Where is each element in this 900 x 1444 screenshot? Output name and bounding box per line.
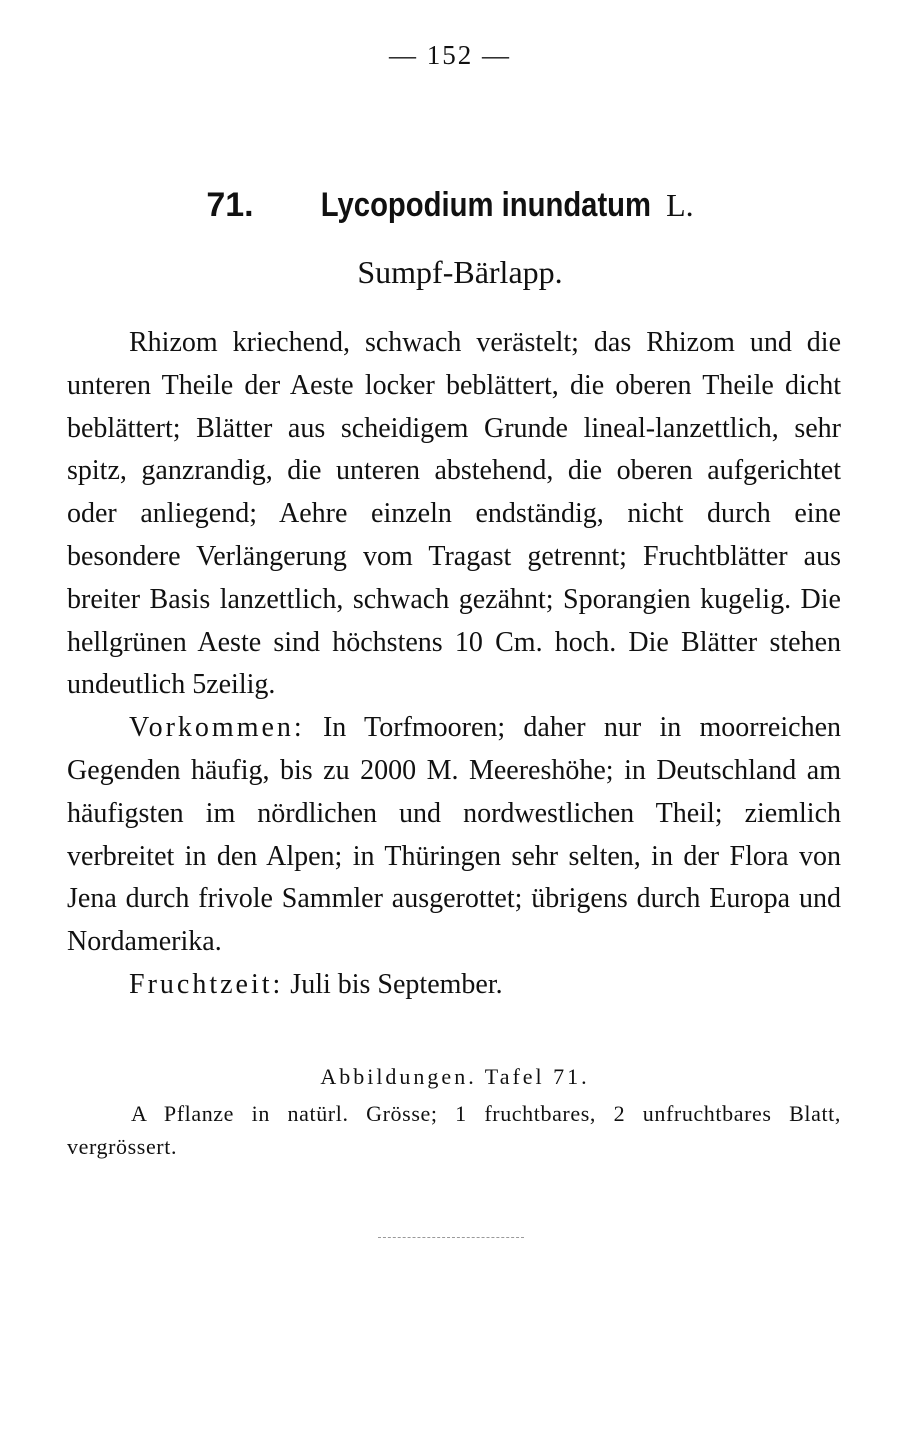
- fruiting-text: Juli bis September.: [283, 968, 503, 1000]
- end-rule: [378, 1237, 524, 1238]
- body-text: [67, 322, 841, 1007]
- fruiting-label: Fruchtzeit:: [129, 968, 284, 1000]
- occurrence-paragraph: [67, 707, 841, 964]
- common-name: Sumpf-Bärlapp.: [357, 254, 563, 290]
- species-heading: [0, 180, 900, 230]
- occurrence-label: Vorkommen:: [129, 712, 305, 744]
- illustrations-title: Abbildungen. Tafel 71.: [320, 1064, 590, 1089]
- illustrations-text: A Pflanze in natürl. Grösse; 1 fruchtbares, 2 unfruchtbares Blatt, vergrössert.: [67, 1101, 841, 1159]
- page-number: — 152 —: [389, 40, 511, 70]
- species-author: L.: [666, 187, 694, 223]
- fruiting-paragraph: [67, 964, 841, 1007]
- species-number: 71.: [206, 186, 254, 224]
- occurrence-text: In Torfmooren; daher nur in moorreichen Gegenden häufig, bis zu 2000 M. Meereshöhe; in Deutschland am häufigsten im nördlichen und nordwestlichen Theil; ziemlich verbreitet in den Alpen; in Thüringen sehr selten, in der Flora von Jena durch frivole Sammler ausgerottet; übrigens durch Europa und Nordamerika.: [67, 712, 841, 958]
- description-paragraph: Rhizom kriechend, schwach verästelt; das Rhizom und die unteren Theile der Aeste locker beblättert, die oberen Theile dicht beblättert; Blätter aus scheidigem Grunde lineal-lanzettlich, sehr spitz, ganzrandig, die unteren abstehend, die oberen aufgerichtet oder anliegend; Aehre einzeln endständig, nicht durch eine besondere Verlängerung vom Tragast getrennt; Fruchtblätter aus breiter Basis lanzettlich, schwach gezähnt; Sporangien kugelig. Die hellgrünen Aeste sind höchstens 10 Cm. hoch. Die Blätter stehen undeutlich 5zeilig.: [67, 327, 841, 701]
- species-name: Lycopodium inundatum: [320, 186, 651, 224]
